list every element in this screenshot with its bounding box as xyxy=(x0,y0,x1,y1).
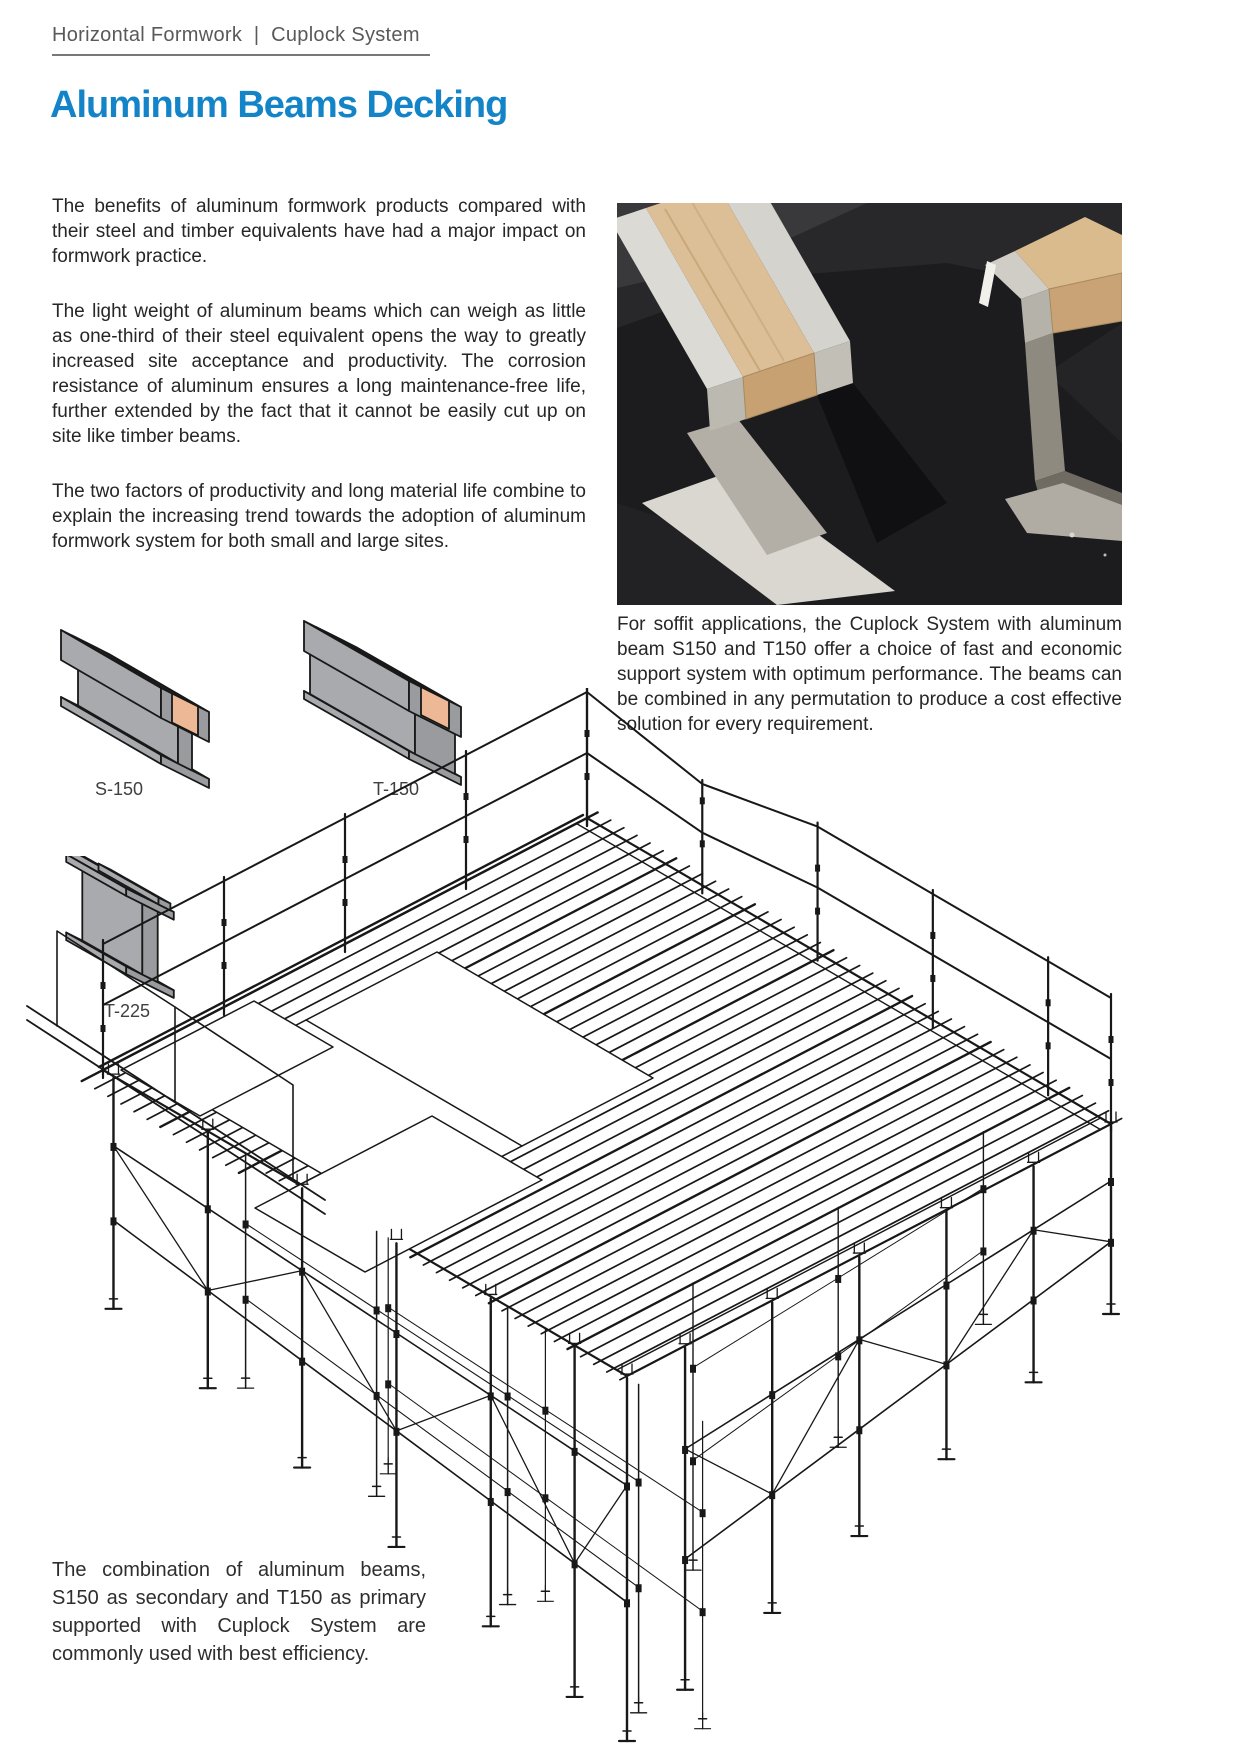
intro-text xyxy=(52,194,586,584)
photo-caption: For soffit applications, the Cuplock System with aluminum beam S150 and T150 offer a choice of fast and economic support system with optimum performance. The beams can be combined in any permutation to produce a cost effective solution for every requirement. xyxy=(617,614,1122,735)
page-header xyxy=(52,24,430,56)
beam-label-t150: T-150 xyxy=(373,779,420,799)
intro-paragraph-1: The benefits of aluminum formwork products compared with their steel and timber equivalents have had a major impact on formwork practice. xyxy=(52,196,586,267)
beam-photo-illustration xyxy=(617,203,1122,605)
intro-paragraph-2: The light weight of aluminum beams which can weigh as little as one-third of their steel equivalent opens the way to greatly increased site acceptance and productivity. The corrosion resistance of aluminum ensures a long maintenance-free life, further extended by the fact that it cannot be easily cut up on site like timber beams. xyxy=(52,301,586,447)
page-title: Aluminum Beams Decking xyxy=(50,84,508,126)
footer-note: The combination of aluminum beams, S150 as secondary and T150 as primary supported with Cuplock System are commonly used with best efficiency. xyxy=(52,1559,426,1665)
beam-photo xyxy=(617,203,1122,605)
intro-paragraph-3: The two factors of productivity and long material life combine to explain the increasing trend towards the adoption of aluminum formwork system for both small and large sites. xyxy=(52,481,586,552)
beam-label-t225: T-225 xyxy=(104,1001,151,1021)
beam-label-s150: S-150 xyxy=(95,779,144,799)
breadcrumb: Horizontal Formwork | Cuplock System xyxy=(52,24,430,56)
